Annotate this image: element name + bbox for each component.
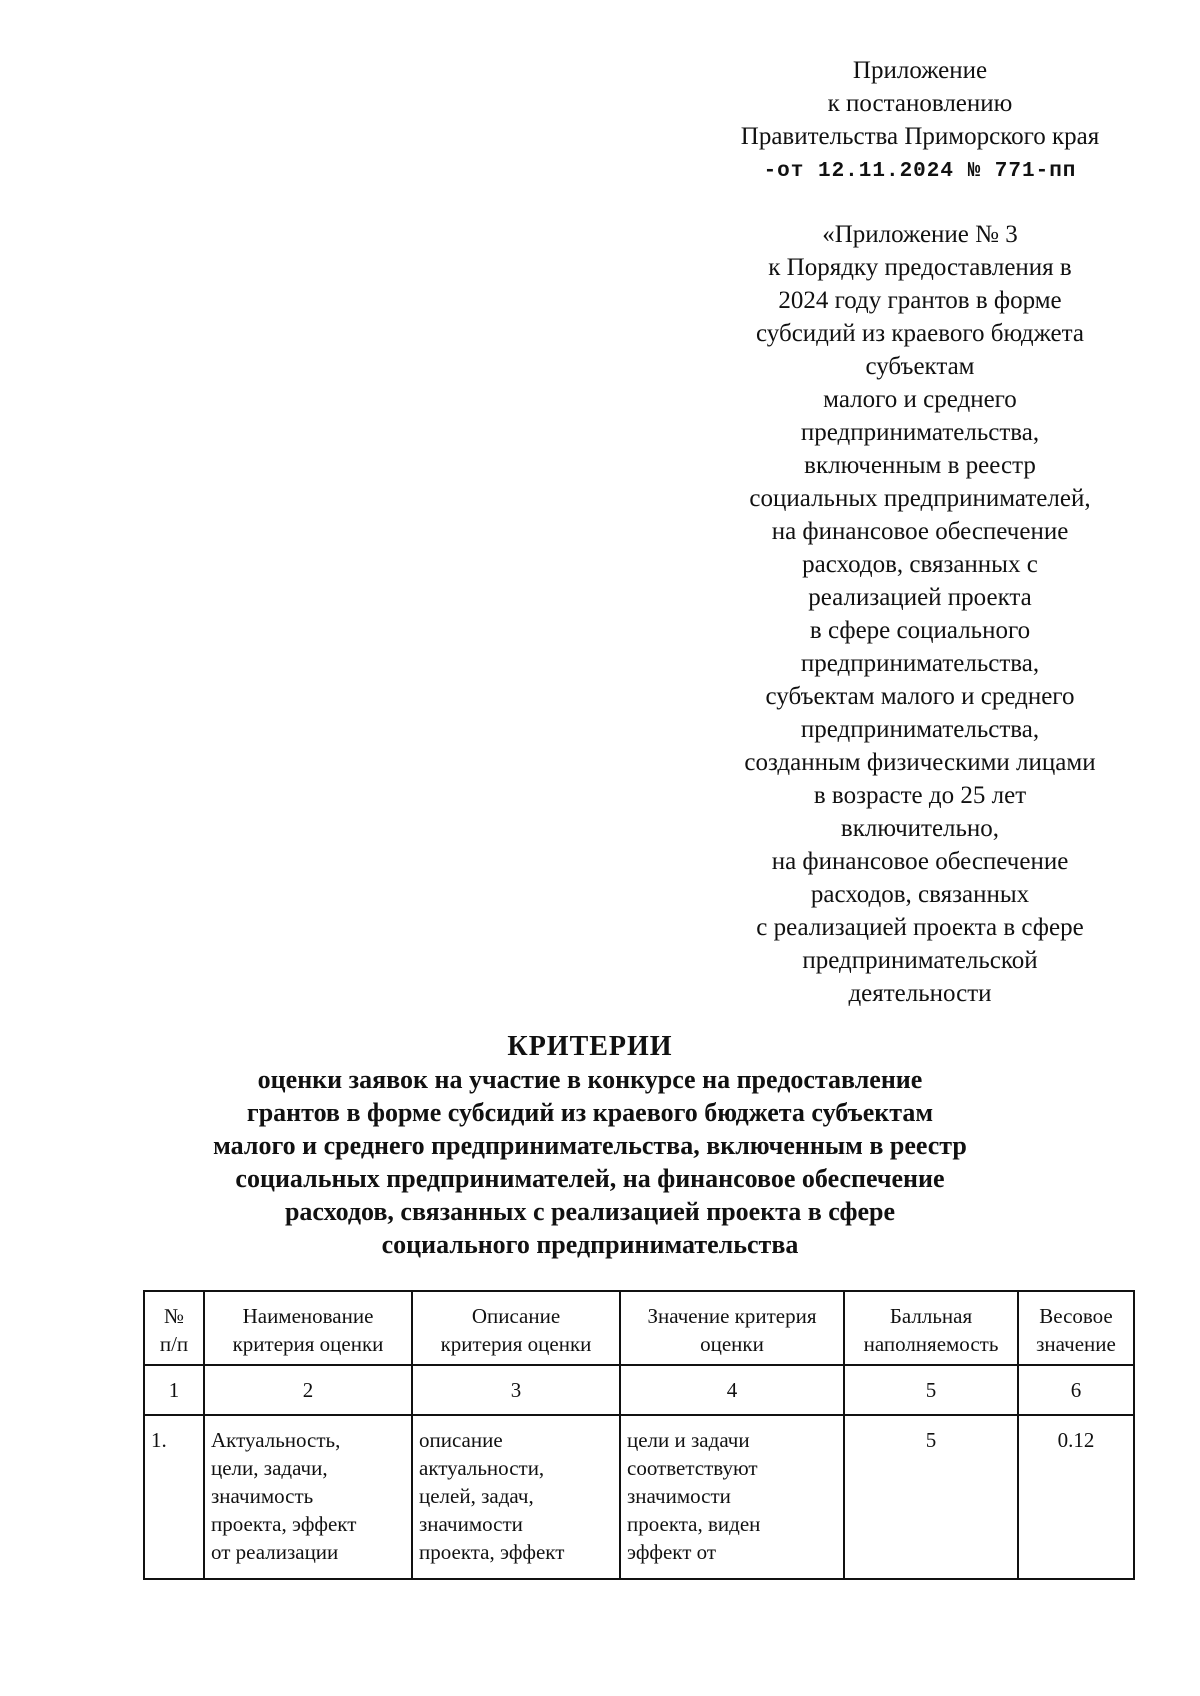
- appendix-3-line: на финансовое обеспечение: [771, 848, 1069, 875]
- criterion-description-cell-line: целей, задач,: [419, 1484, 534, 1508]
- table-header-row: [144, 1291, 1134, 1365]
- criteria-subtitle-line: оценки заявок на участие в конкурсе на предоставление: [257, 1065, 923, 1094]
- criterion-description-cell-line: описание: [419, 1428, 503, 1452]
- criterion-name-cell-line: проекта, эффект: [211, 1512, 357, 1536]
- criterion-value-cell-line: соответствуют: [627, 1456, 758, 1480]
- appendix-3-line: малого и среднего: [823, 386, 1017, 413]
- table-column-number-row: [144, 1365, 1134, 1415]
- column-number-cell: 5: [844, 1365, 1018, 1415]
- appendix-line: к постановлению: [827, 90, 1013, 117]
- appendix-line: Правительства Приморского края: [740, 123, 1100, 150]
- appendix-3-line: предпринимательской: [802, 947, 1038, 974]
- criterion-name-cell-line: от реализации: [211, 1540, 339, 1564]
- criteria-subtitle-line: социального предпринимательства: [381, 1230, 799, 1259]
- appendix-3-line: социальных предпринимателей,: [749, 485, 1091, 512]
- criteria-heading: КРИТЕРИИ: [507, 1031, 673, 1062]
- column-header-line: оценки: [700, 1332, 764, 1356]
- column-header-line: Балльная: [889, 1304, 973, 1328]
- column-header-line: значение: [1036, 1332, 1116, 1356]
- column-header: [144, 1291, 204, 1365]
- appendix-3-line: к Порядку предоставления в: [768, 254, 1072, 281]
- weight-cell: 0.12: [1018, 1415, 1134, 1579]
- column-number-cell: 2: [204, 1365, 412, 1415]
- column-header-line: наполняемость: [863, 1332, 999, 1356]
- criteria-table: [143, 1290, 1135, 1580]
- appendix-3-line: «Приложение № 3: [822, 221, 1018, 248]
- appendix-3-line: 2024 году грантов в форме: [778, 287, 1062, 314]
- criterion-value-cell-line: эффект от: [627, 1540, 717, 1564]
- criterion-description-cell-line: проекта, эффект: [419, 1540, 565, 1564]
- criteria-subtitle-line: социальных предпринимателей, на финансовое обеспечение: [235, 1164, 945, 1193]
- appendix-3-line: созданным физическими лицами: [744, 749, 1096, 776]
- column-header: [204, 1291, 412, 1365]
- column-number-cell: 4: [620, 1365, 844, 1415]
- column-header: [1018, 1291, 1134, 1365]
- column-header: [844, 1291, 1018, 1365]
- criterion-value-cell-line: проекта, виден: [627, 1512, 761, 1536]
- criterion-name-cell-line: значимость: [211, 1484, 314, 1508]
- appendix-3-line: в сфере социального: [809, 617, 1031, 644]
- column-header: [620, 1291, 844, 1365]
- table-body: [144, 1415, 1134, 1579]
- column-header-line: Описание: [471, 1304, 561, 1328]
- score-cell: 5: [844, 1415, 1018, 1579]
- column-header-line: Значение критерия: [647, 1304, 817, 1328]
- appendix-3-line: расходов, связанных с: [802, 551, 1038, 578]
- column-header: [412, 1291, 620, 1365]
- criterion-description-cell: [412, 1415, 620, 1579]
- appendix-3-line: в возрасте до 25 лет: [813, 782, 1027, 809]
- criterion-value-cell-line: значимости: [627, 1484, 731, 1508]
- column-header-line: Наименование: [242, 1304, 374, 1328]
- appendix-3-line: предпринимательства,: [800, 419, 1040, 446]
- appendix-3-header: [720, 218, 1120, 1010]
- appendix-3-line: на финансовое обеспечение: [771, 518, 1069, 545]
- appendix-3-line: включительно,: [840, 815, 1000, 842]
- criterion-name-cell-line: Актуальность,: [211, 1428, 341, 1452]
- criteria-subtitle: [150, 1063, 1030, 1261]
- order-number: -от 12.11.2024 № 771-пп: [763, 160, 1077, 183]
- column-number-cell: 6: [1018, 1365, 1134, 1415]
- criterion-description-cell-line: актуальности,: [419, 1456, 545, 1480]
- column-header-line: №: [163, 1304, 185, 1328]
- criterion-value-cell-line: цели и задачи: [627, 1428, 750, 1452]
- criteria-subtitle-line: расходов, связанных с реализацией проекта в сфере: [284, 1197, 896, 1226]
- appendix-3-line: субъектам малого и среднего: [765, 683, 1075, 710]
- appendix-3-line: деятельности: [848, 980, 992, 1007]
- criteria-title: [150, 1030, 1030, 1261]
- criterion-description-cell-line: значимости: [419, 1512, 523, 1536]
- column-header-line: Весовое: [1039, 1304, 1113, 1328]
- criteria-subtitle-line: грантов в форме субсидий из краевого бюджета субъектам: [246, 1098, 934, 1127]
- appendix-header: [720, 54, 1120, 188]
- table-row: [144, 1415, 1134, 1579]
- criterion-value-cell: [620, 1415, 844, 1579]
- column-header-line: критерия оценки: [440, 1332, 592, 1356]
- column-number-cell: 3: [412, 1365, 620, 1415]
- appendix-3-line: с реализацией проекта в сфере: [756, 914, 1084, 941]
- criterion-name-cell-line: цели, задачи,: [211, 1456, 328, 1480]
- row-number-cell: 1.: [144, 1415, 204, 1579]
- column-header-line: п/п: [159, 1332, 189, 1356]
- criterion-name-cell: [204, 1415, 412, 1579]
- appendix-3-line: расходов, связанных: [810, 881, 1030, 908]
- column-number-cell: 1: [144, 1365, 204, 1415]
- column-header-line: критерия оценки: [232, 1332, 384, 1356]
- appendix-3-line: субъектам: [865, 353, 975, 380]
- appendix-3-line: реализацией проекта: [808, 584, 1032, 611]
- appendix-3-line: включенным в реестр: [804, 452, 1036, 479]
- criteria-subtitle-line: малого и среднего предпринимательства, включенным в реестр: [213, 1131, 967, 1160]
- appendix-line: Приложение: [852, 57, 988, 84]
- appendix-3-line: предпринимательства,: [800, 650, 1040, 677]
- appendix-3-line: предпринимательства,: [800, 716, 1040, 743]
- appendix-3-line: субсидий из краевого бюджета: [756, 320, 1084, 347]
